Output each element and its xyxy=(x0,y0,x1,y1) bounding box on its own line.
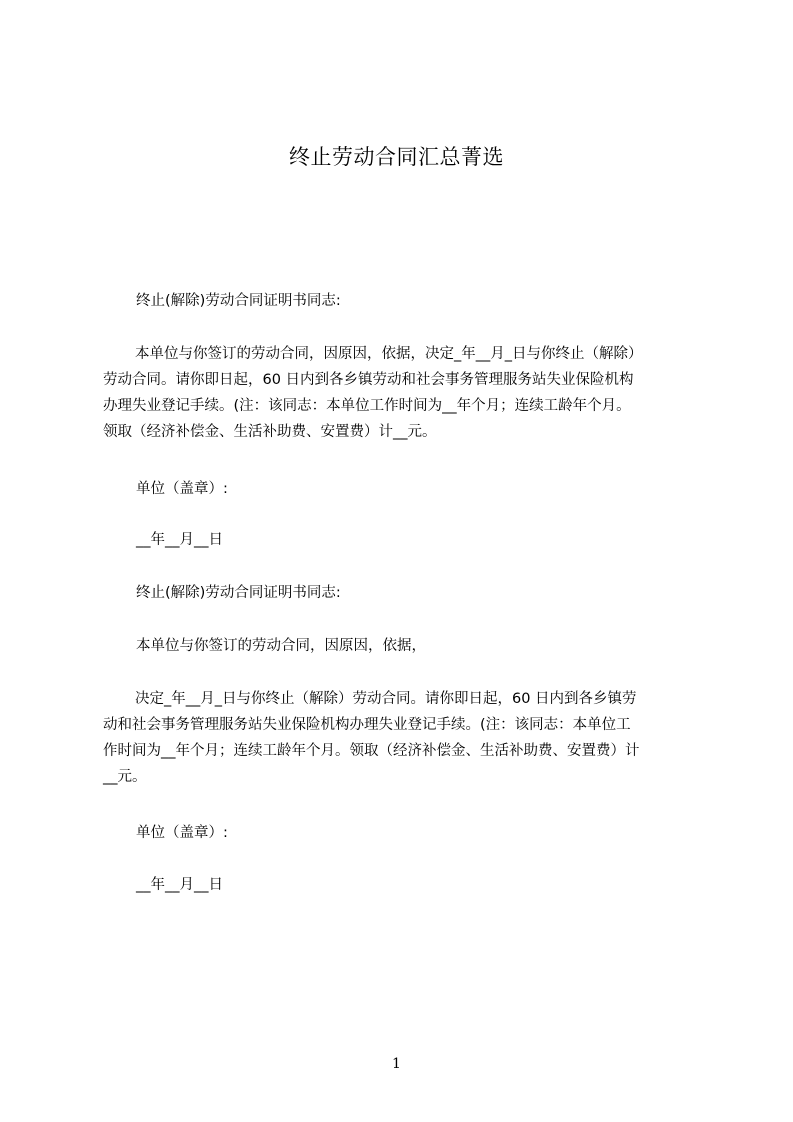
section-1-heading: 终止(解除)劳动合同证明书同志: xyxy=(136,293,341,309)
body-line: 办理失业登记手续。(注：该同志：本单位工作时间为__年个月；连续工龄年个月。 xyxy=(103,398,631,414)
section-2-body xyxy=(103,686,695,790)
body-line: __元。 xyxy=(103,769,147,785)
section-1-seal: 单位（盖章）: xyxy=(136,481,228,497)
section-2-intro: 本单位与你签订的劳动合同，因原因，依据， xyxy=(136,638,426,654)
body-line: 决定_年__月_日与你终止（解除）劳动合同。请你即日起，60 日内到各乡镇劳 xyxy=(135,691,637,707)
document-title: 终止劳动合同汇总菁选 xyxy=(289,145,504,169)
body-line: 动和社会事务管理服务站失业保险机构办理失业登记手续。(注：该同志：本单位工 xyxy=(103,717,631,733)
section-2-seal: 单位（盖章）: xyxy=(136,825,228,841)
section-1-date: __年__月__日 xyxy=(136,532,223,548)
body-line: 劳动合同。请你即日起，60 日内到各乡镇劳动和社会事务管理服务站失业保险机构 xyxy=(103,372,634,388)
page-number: 1 xyxy=(392,1056,401,1072)
section-1-body xyxy=(103,341,695,445)
section-2-heading: 终止(解除)劳动合同证明书同志: xyxy=(136,585,341,601)
body-line: 领取（经济补偿金、生活补助费、安置费）计__元。 xyxy=(103,424,437,440)
section-2-date: __年__月__日 xyxy=(136,877,223,893)
body-line: 作时间为__年个月；连续工龄年个月。领取（经济补偿金、生活补助费、安置费）计 xyxy=(103,743,640,759)
body-line: 本单位与你签订的劳动合同，因原因，依据，决定_年__月_日与你终止（解除） xyxy=(135,346,643,362)
